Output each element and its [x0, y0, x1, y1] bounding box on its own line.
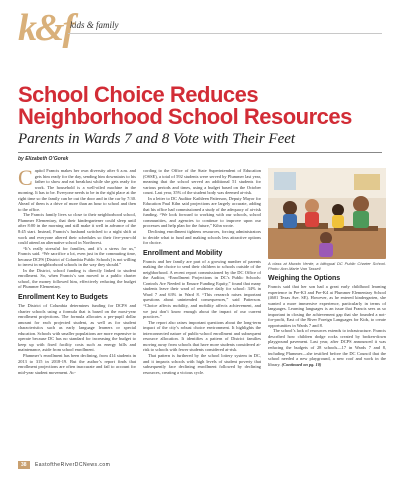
paragraph: Plummer’s enrollment has been declining, from 414 students in 2013 to 315 in 2018-19. But the author’s report finds that enrollment projections are often inaccurate and fail to account for mid-year student movement. Ac- — [18, 352, 136, 375]
column-3 — [268, 168, 386, 367]
paragraph: The report also raises important questions about the long-term impact of the city’s robust choice environment. It highlights the interconnected nature of public-school enrollment and subsequent resource allocation. It identifies a pattern of District families moving away from schools that have more students considered at-risk to schools with fewer students considered at-risk. — [143, 319, 261, 353]
paragraph: cording to the Office of the State Superintendent of Education (OSSE), a total of 592 students were served by Plummer last year, meaning that the school served an additional 51 students for various periods and times, using a budget based on the October count. Last year, 35% of the student body was deemed at-risk. — [143, 168, 261, 196]
headline-line-2: Neighborhood School Resources — [18, 104, 352, 129]
article-subhead: Parents in Wards 7 and 8 Vote with Their Feet — [18, 131, 296, 147]
paragraph: The school’s lack of resources extends to infrastructure. Francis described how children dodge rocks created by broken-down playground pavement. Last year, after DCPS announced it was reducing the budgets of 28 schools—17 in Wards 7 and 8, including Plummer—she testified before the DC Council that the school needed a new playground, a new roof and work in the library. (Continued on pg. 10) — [268, 328, 386, 367]
section-heading: Enrollment and Mobility — [143, 249, 223, 257]
classroom-photo-illustration — [268, 168, 386, 259]
subhead-rule — [18, 152, 382, 153]
paragraph: That pattern is furthered by the school lottery system in DC, and it impacts schools with high levels of student poverty that subsequently face declining enrollment followed by declining resources, creating a vicious cycle. — [143, 352, 261, 375]
column-2 — [143, 168, 261, 375]
paragraph: Capitol Francis makes her own diversity after 6 a.m. and gets him ready for the day, sending him downstairs to his father to show and eat breakfast while she gets ready for work. The household is a well-oiled machine in the morning. It has to be. Everyone needs to be in the right place at the right time so the family can be out the door and in the car by 7:30. Ahead of them is a drive of more than an hour to school and then to the office. — [18, 165, 136, 212]
logo-text: k&f — [18, 7, 74, 49]
paragraph: In the District, school funding is directly linked to student enrollment. So, when Francis’s son moved to a public charter school, the money followed him, effectively reducing the budget of Plummer Elementary. — [18, 267, 136, 290]
paragraph: Francis and her family are part of a growing number of parents making the choice to send their children to schools outside of the neighborhood. A recent report commissioned by the DC Office of the Auditor, “Enrollment Projections in DC’s Public Schools: Controls Are Needed to Ensure Funding Equity,” found that many students leave their ward of residence daily for school: 34% in Ward 7 and 63% in Ward 8. “This research raises important questions about unintended consequences,” said Patterson. “Choice affects mobility, and mobility affects achievement, and we just don’t know enough about the impact of our current practices.” — [143, 258, 261, 320]
byline: by Elizabeth O’Gorek — [18, 156, 69, 162]
headline-line-1: School Choice Reduces — [18, 82, 259, 107]
page-footer — [18, 462, 110, 468]
paragraph: Francis said that her son had a great early childhood learning experience in Pre-K3 and Pre-K4 at Plummer Elementary School (4601 Texas Ave. SE). However, as he entered kindergarten, she wanted a more immersive experience, particularly in terms of languages. Learning languages is an issue that Francis sees as so important in closing the achievement gap that she founded a not-for-profit, East of the River Foreign Languages for Kids, to create opportunities in Wards 7 and 8. — [268, 284, 386, 328]
column-1 — [18, 165, 136, 375]
paragraph: In a letter to DC Auditor Kathleen Patterson, Deputy Mayor for Education Paul Kihn said projections are largely accurate, adding that his office had commissioned a study of the adequacy of at-risk funding. “We look forward to working with our schools, school communities, and agencies to continue to improve upon our processes and help plan for the future,” Kihn wrote. — [143, 195, 261, 229]
site-url[interactable]: EastoftheRiverDCNews.com — [34, 462, 111, 468]
continued-link[interactable]: (Continued on pg. 10) — [281, 361, 322, 367]
section-label: kids & family — [70, 20, 119, 30]
drop-cap: C — [18, 165, 33, 190]
paragraph: Declining enrollment tightens resources, forcing administrators to decide what to fund and making schools less attractive options for choice. — [143, 229, 261, 246]
paragraph: The District of Columbia determines funding for DCPS and charter schools using a formula that is based on the most-year enrollment projections. The formula allocates a per-pupil dollar amount for each projected student, as well as for student characteristics such as early language learners or special education. Schools with smaller populations are more expensive to operate because DC has no standard for increasing the budget to keep up with fixed facility costs such as energy bills and maintenance, aside from school enrollment. — [18, 303, 136, 353]
article-headline — [18, 84, 388, 128]
section-heading: Enrollment Key to Budgets — [18, 294, 108, 302]
section-heading: Weighing the Options — [268, 275, 341, 282]
classroom-photo — [268, 168, 386, 259]
kf-logo — [18, 7, 74, 50]
photo-caption: A class at Mundo Verde, a bilingual DC Public Charter School. Photo: Ann-Marie Van Tassell — [268, 261, 386, 271]
page-number: 38 — [18, 461, 30, 469]
header-rule — [68, 33, 382, 34]
paragraph: The Francis family lives so close to their neighborhood school, Plummer Elementary, that their kindergartener could sleep until after 8:00 in the morning and still make it well in advance of the 8:45 start. Instead, Francis’s husband switched to a night shift at work and everyone altered their schedules so their five-year-old could attend an alternative school in Northwest. — [18, 212, 136, 246]
paragraph: “It’s really stressful for families, and it’s a stress for us,” Francis said. “We sacrifice a lot, even just in the commuting time, because DCPS [District of Columbia Public Schools] is not willing to invest in neighborhood schools in the way they should.” — [18, 245, 136, 268]
